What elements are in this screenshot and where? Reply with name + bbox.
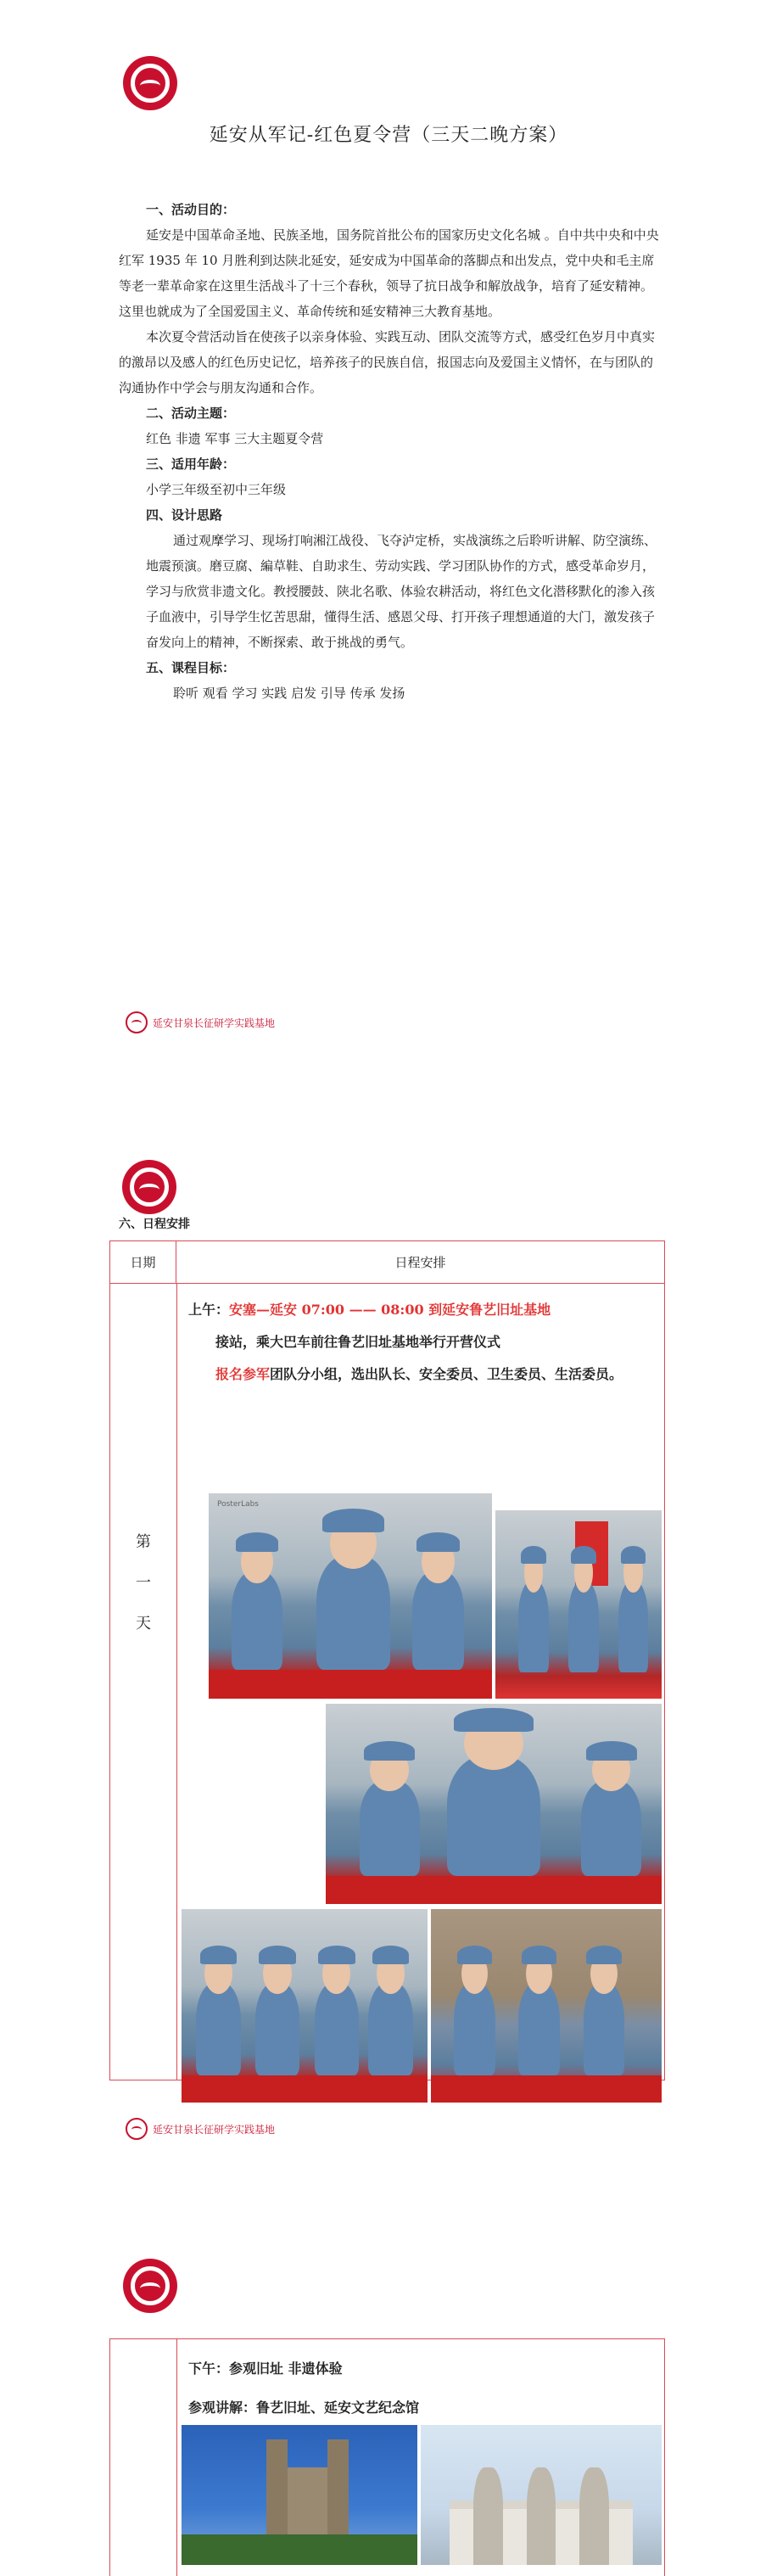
- base-logo: [123, 56, 177, 110]
- footer-text: 延安甘泉长征研学实践基地: [153, 2123, 276, 2136]
- footer-logo-icon: [126, 2118, 148, 2140]
- morning-line: 上午：安塞—延安 07:00 —— 08:00 到延安鲁艺旧址基地: [188, 1302, 551, 1318]
- camp-photo-4: [182, 1909, 428, 2103]
- footer-text: 延安甘泉长征研学实践基地: [153, 1016, 276, 1029]
- footer-logo-icon: [126, 1011, 148, 1033]
- tour-line: 参观讲解：鲁艺旧址、延安文艺纪念馆: [188, 2400, 420, 2416]
- section-heading-goals: 五、课程目标：: [146, 660, 236, 675]
- afternoon-schedule: [188, 2349, 655, 2428]
- schedule-caption: 六、日程安排: [119, 1218, 190, 1231]
- schedule-header-row: [110, 1241, 664, 1284]
- camp-photo-3: [326, 1704, 662, 1904]
- section-heading-purpose: 一、活动目的：: [146, 202, 236, 217]
- goals-text: 聆听 观看 学习 实践 启发 引导 传承 发扬: [173, 686, 405, 701]
- pickup-line: 接站，乘大巴车前往鲁艺旧址基地举行开营仪式: [215, 1334, 501, 1350]
- base-logo: [122, 1160, 176, 1214]
- day-label: 第 一 天: [136, 1533, 151, 1632]
- camp-photo-1: [209, 1493, 492, 1699]
- section-heading-age: 三、适用年龄：: [146, 456, 236, 472]
- age-text: 小学三年级至初中三年级: [146, 482, 287, 497]
- memorial-hall-photo: [421, 2425, 662, 2565]
- column-header-date: 日期: [110, 1241, 176, 1283]
- page-footer: [126, 2118, 275, 2140]
- photo-watermark: PosterLabs: [217, 1500, 259, 1509]
- plan-body: [119, 197, 662, 706]
- design-paragraph: 通过观摩学习、现场打响湘江战役、飞夺泸定桥，实战演练之后聆听讲解、防空演练、地震预演。磨豆腐、編草鞋、自助求生、劳动实践、学习团队协作的方式，感受革命岁月，学习与欣赏非遗文化。教授腰鼓、陕北名歌、体验农耕活动，将红色文化潜移默化的渗入孩子血液中，引导学生忆苦思甜，懂得生活、感恩父母、打开孩子理想通道的大门，激发孩子奋发向上的精神，不断探索、敢于挑战的勇气。: [146, 533, 657, 650]
- church-photo: [182, 2425, 417, 2565]
- section-heading-design: 四、设计思路: [146, 507, 223, 523]
- page-title: 延安从军记-红色夏令营（三天二晚方案）: [209, 125, 568, 146]
- camp-photo-5: [431, 1909, 662, 2103]
- section-heading-theme: 二、活动主题：: [146, 406, 236, 421]
- enlist-line: 报名参军团队分小组，选出队长、安全委员、卫生委员、生活委员。: [215, 1366, 623, 1382]
- base-logo: [123, 2259, 177, 2313]
- purpose-paragraph-1: 延安是中国革命圣地、民族圣地，国务院首批公布的国家历史文化名城 。自中共中央和中央红军 1935 年 10 月胜利到达陕北延安，延安成为中国革命的落脚点和出发点，党中央和毛主席等老一辈革命家在这里生活战斗了十三个春秋，领导了抗日战争和解放战争，培育了延安精神。这里也就成为了全国爱国主义、革命传统和延安精神三大教育基地。: [119, 227, 659, 319]
- morning-route: 安塞—延安 07:00 —— 08:00 到延安鲁艺旧址基地: [229, 1302, 551, 1318]
- camp-photo-2: [495, 1510, 662, 1699]
- purpose-paragraph-2: 本次夏令营活动旨在使孩子以亲身体验、实践互动、团队交流等方式，感受红色岁月中真实的激昂以及感人的红色历史记忆，培养孩子的民族自信，报国志向及爱国主义情怀，在与团队的沟通协作中学会与朋友沟通和合作。: [119, 329, 656, 395]
- day1-schedule: [188, 1294, 655, 1391]
- theme-text: 红色 非遗 军事 三大主题夏令营: [146, 431, 324, 446]
- afternoon-line: 下午：参观旧址 非遗体验: [188, 2360, 343, 2377]
- page-footer: [126, 1011, 275, 1033]
- column-header-schedule: 日程安排: [394, 1255, 446, 1270]
